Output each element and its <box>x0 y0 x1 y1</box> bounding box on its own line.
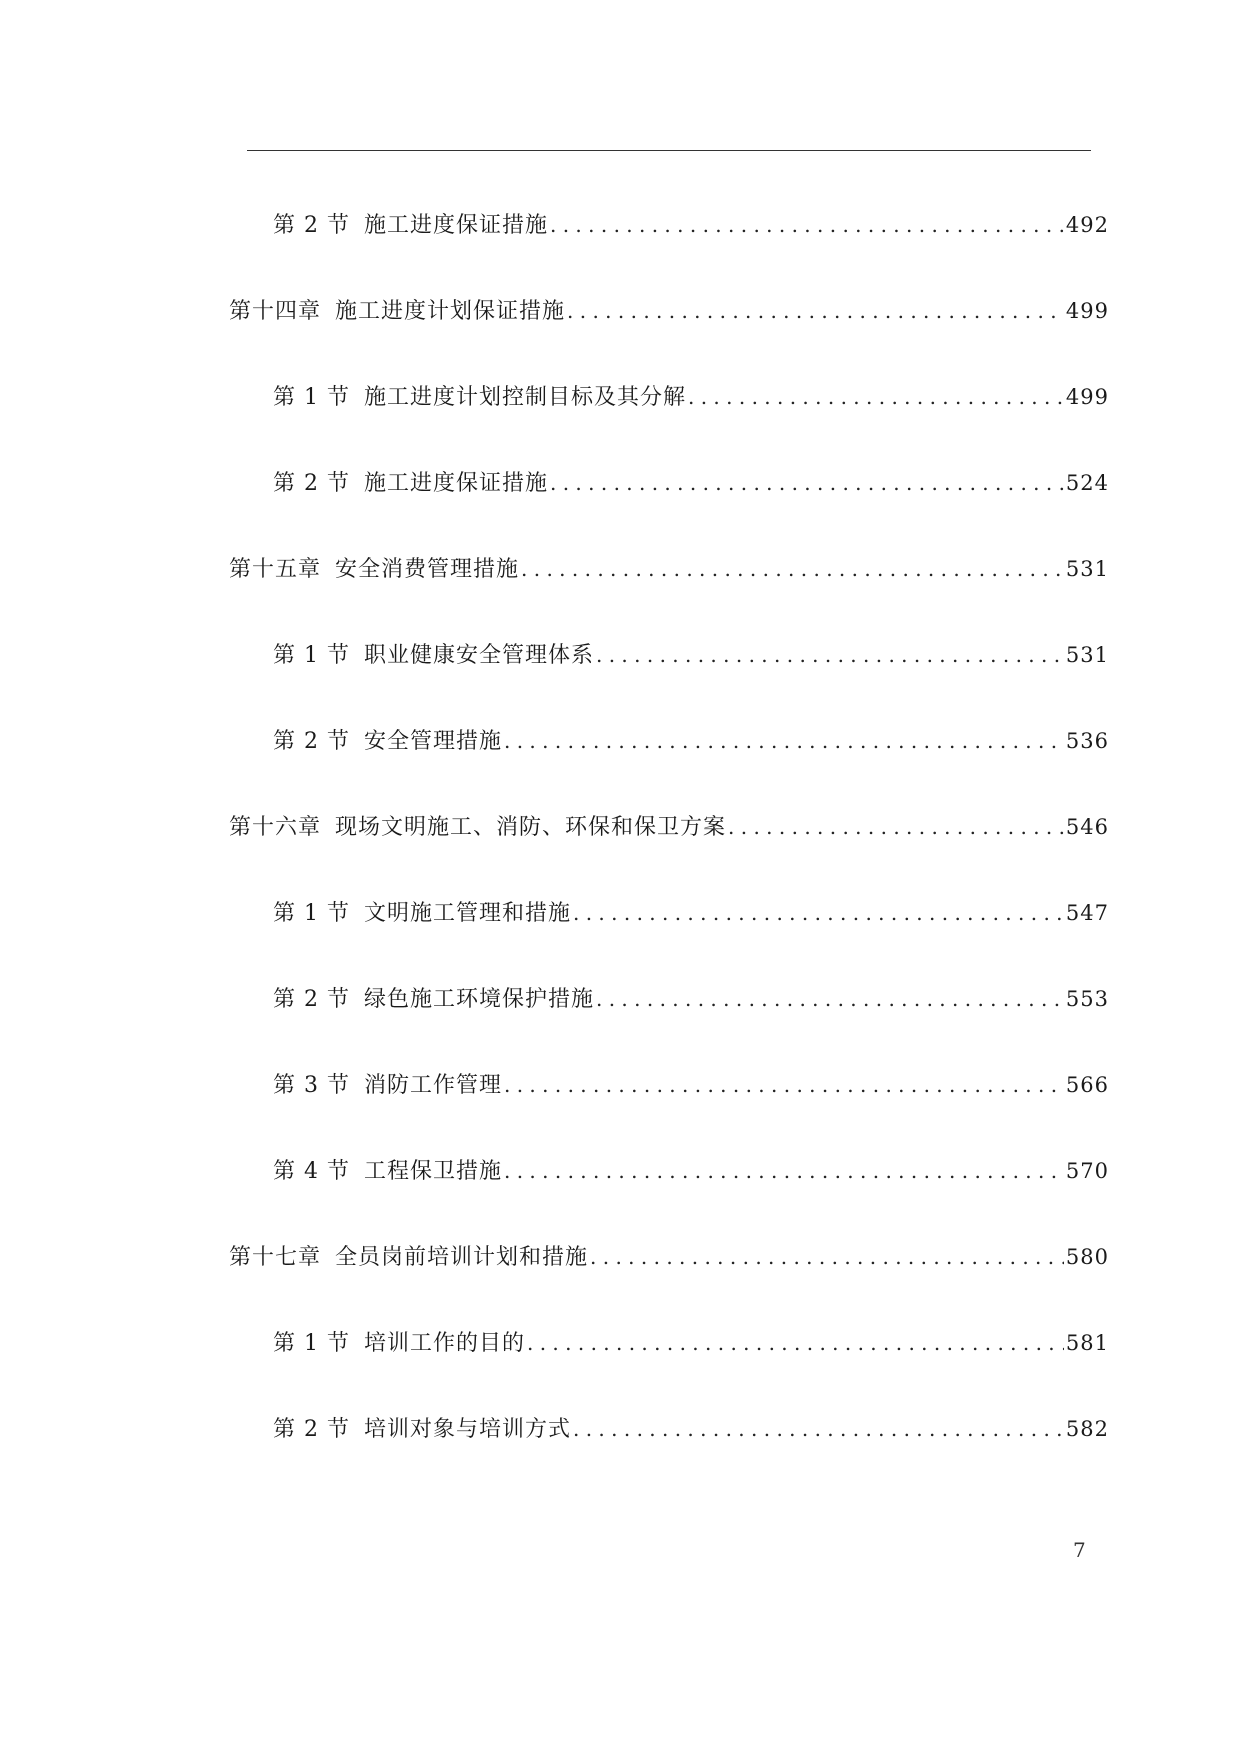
toc-entry[interactable] <box>229 554 1109 585</box>
toc-entry-label: 第 3 节 <box>273 1073 350 1098</box>
toc-entry-label: 第 1 节 <box>273 385 350 410</box>
toc-dot-leader <box>596 984 1064 1014</box>
toc-entry-page: 492 <box>1065 213 1109 237</box>
page-number: 7 <box>1073 1538 1086 1562</box>
toc-entry-title: 文明施工管理和措施 <box>363 901 571 926</box>
toc-entry-label: 第十五章 <box>229 557 322 582</box>
toc-entry[interactable] <box>273 210 1109 241</box>
toc-entry[interactable] <box>273 382 1109 413</box>
toc-entry-page: 581 <box>1065 1331 1109 1355</box>
toc-dot-leader <box>590 1242 1064 1272</box>
toc-entry-label: 第十四章 <box>229 299 322 324</box>
toc-entry-title: 消防工作管理 <box>363 1073 502 1098</box>
toc-dot-leader <box>550 210 1064 240</box>
toc-entry-label: 第 2 节 <box>273 213 350 238</box>
toc-entry-title: 施工进度计划控制目标及其分解 <box>363 385 686 410</box>
toc-entry-page: 531 <box>1065 643 1109 667</box>
toc-entry-title: 安全管理措施 <box>363 729 502 754</box>
toc-entry[interactable] <box>229 1242 1109 1273</box>
toc-dot-leader <box>596 640 1064 670</box>
toc-entry[interactable] <box>273 468 1109 499</box>
toc-dot-leader <box>504 1156 1064 1186</box>
toc-entry[interactable] <box>273 984 1109 1015</box>
toc-dot-leader <box>504 726 1064 756</box>
toc-entry-label: 第 1 节 <box>273 1331 350 1356</box>
toc-entry-label: 第十六章 <box>229 815 322 840</box>
toc-dot-leader <box>567 296 1064 326</box>
toc-dot-leader <box>521 554 1064 584</box>
toc-dot-leader <box>504 1070 1064 1100</box>
toc-entry[interactable] <box>273 898 1109 929</box>
toc-entry-label: 第 2 节 <box>273 1417 350 1442</box>
toc-entry-page: 570 <box>1065 1159 1109 1183</box>
toc-entry-title: 工程保卫措施 <box>363 1159 502 1184</box>
toc-dot-leader <box>728 812 1064 842</box>
toc-entry-page: 553 <box>1065 987 1109 1011</box>
toc-entry[interactable] <box>273 1156 1109 1187</box>
toc-entry-page: 499 <box>1065 299 1109 323</box>
toc-entry-label: 第 1 节 <box>273 643 350 668</box>
toc-entry-page: 524 <box>1065 471 1109 495</box>
toc-entry-title: 现场文明施工、消防、环保和保卫方案 <box>335 815 727 840</box>
toc-entry[interactable] <box>229 812 1109 843</box>
toc-entry-label: 第 2 节 <box>273 987 350 1012</box>
toc-entry-title: 职业健康安全管理体系 <box>363 643 594 668</box>
toc-entry-title: 绿色施工环境保护措施 <box>363 987 594 1012</box>
toc-entry[interactable] <box>273 640 1109 671</box>
toc-entry-page: 547 <box>1065 901 1109 925</box>
toc-dot-leader <box>573 1414 1064 1444</box>
toc-entry-page: 566 <box>1065 1073 1109 1097</box>
toc-dot-leader <box>527 1328 1064 1358</box>
toc-dot-leader <box>573 898 1064 928</box>
toc-entry[interactable] <box>273 1070 1109 1101</box>
toc-entry-label: 第 1 节 <box>273 901 350 926</box>
toc-entry[interactable] <box>273 1328 1109 1359</box>
toc-entry-title: 培训工作的目的 <box>363 1331 525 1356</box>
toc-entry-title: 安全消费管理措施 <box>335 557 520 582</box>
toc-entry[interactable] <box>273 1414 1109 1445</box>
toc-dot-leader <box>688 382 1064 412</box>
toc-entry-page: 580 <box>1065 1245 1109 1269</box>
toc-entry[interactable] <box>273 726 1109 757</box>
header-rule <box>247 150 1091 151</box>
toc-entry-label: 第 4 节 <box>273 1159 350 1184</box>
toc-entry-title: 施工进度计划保证措施 <box>335 299 566 324</box>
toc-entry-title: 施工进度保证措施 <box>363 471 548 496</box>
toc-entry-page: 582 <box>1065 1417 1109 1441</box>
toc-entry-page: 499 <box>1065 385 1109 409</box>
toc-entry-page: 536 <box>1065 729 1109 753</box>
toc-entry-label: 第 2 节 <box>273 471 350 496</box>
toc-entry-title: 施工进度保证措施 <box>363 213 548 238</box>
toc-entry-title: 培训对象与培训方式 <box>363 1417 571 1442</box>
toc-entry-page: 531 <box>1065 557 1109 581</box>
toc-entry-label: 第 2 节 <box>273 729 350 754</box>
toc-dot-leader <box>550 468 1064 498</box>
toc-entry-page: 546 <box>1065 815 1109 839</box>
toc-entry-label: 第十七章 <box>229 1245 322 1270</box>
toc-entry-title: 全员岗前培训计划和措施 <box>335 1245 589 1270</box>
toc-entry[interactable] <box>229 296 1109 327</box>
